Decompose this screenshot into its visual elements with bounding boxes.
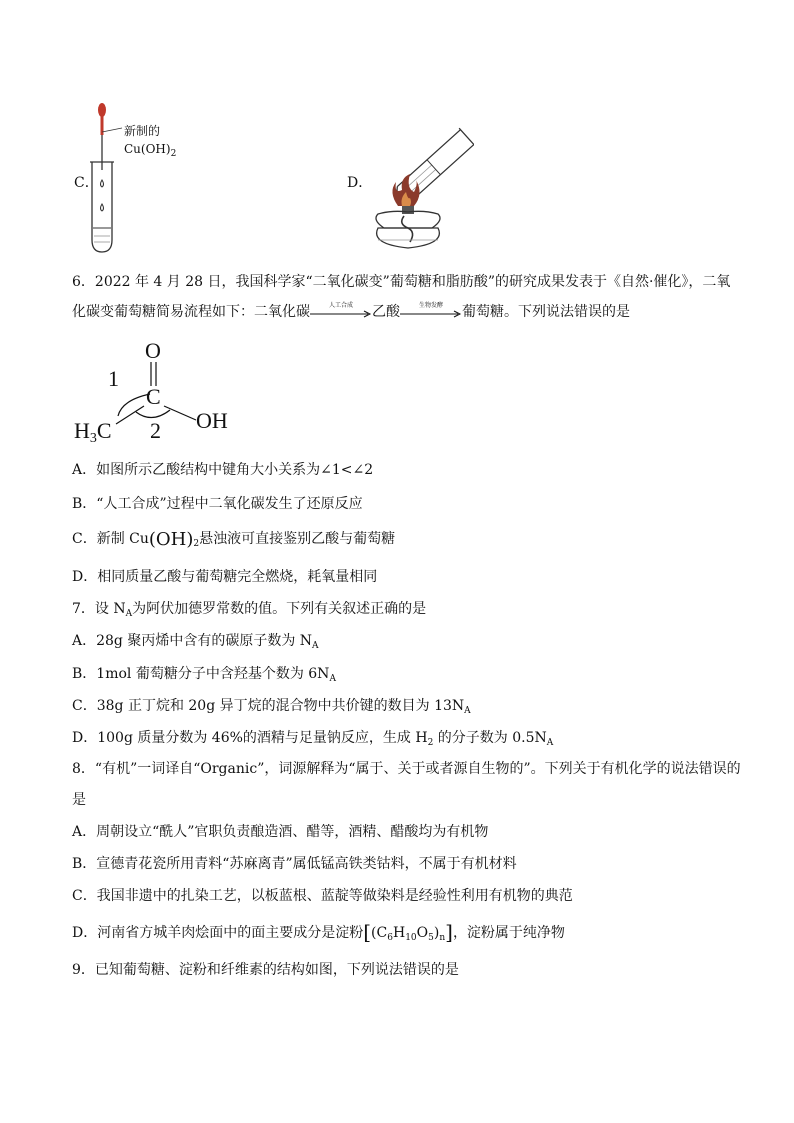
q7-a-sub: A: [312, 641, 319, 651]
angle-1-label: 1: [108, 366, 119, 391]
formula-h-sub: 10: [405, 933, 417, 943]
q8-option-c: C．我国非遗中的扎染工艺，以板蓝根、蓝靛等做染料是经验性利用有机物的典范: [72, 888, 573, 904]
q7-stem-post: 为阿伏加德罗常数的值。下列有关叙述正确的是: [132, 601, 427, 617]
q6-option-c-formula: (OH): [148, 529, 194, 550]
q7-option-d: [72, 728, 553, 753]
heating-test-tube-figure: [364, 104, 474, 254]
reagent-formula: Cu(OH): [124, 142, 171, 156]
q6-line2-post: 葡萄糖。下列说法错误的是: [462, 304, 630, 320]
methyl-c: C: [96, 418, 112, 443]
q7-stem-pre: 7．设 N: [72, 601, 126, 617]
q6-option-c-pre: C．新制 Cu: [72, 531, 149, 547]
q6-stem-line1: 6．2022 年 4 月 28 日，我国科学家“二氧化碳变”葡萄糖和脂肪酸”的研究成果发表于《自然·催化》，二氧: [72, 274, 731, 290]
q6-line2-mid: 乙酸: [372, 304, 400, 320]
q7-option-a: [72, 631, 319, 656]
formula-c-sub: 6: [387, 933, 393, 943]
q6-option-b: B．“人工合成”过程中二氧化碳发生了还原反应: [72, 496, 363, 512]
angle-2-label: 2: [150, 418, 161, 443]
q7-a-text: A．28g 聚丙烯中含有的碳原子数为 N: [72, 633, 313, 649]
q5-option-c-label: C．: [74, 175, 99, 191]
reagent-label-line1: 新制的: [124, 124, 161, 138]
formula-o-sub: 5: [428, 933, 434, 943]
q7-c-text: C．38g 正丁烷和 20g 异丁烷的混合物中共价键的数目为 13N: [72, 698, 465, 714]
q7-stem-sub: A: [125, 609, 133, 619]
formula-n-sub: n: [439, 933, 446, 943]
group-hydroxyl: OH: [196, 408, 228, 433]
q8-option-a: A．周朝设立“酰人”官职负责酿造酒、醋等，酒精、醋酸均为有机物: [72, 824, 489, 840]
q7-b-sub: A: [329, 674, 336, 684]
arrow1-label: 人工合成: [328, 302, 353, 309]
q6-line2-pre: 化碳变葡萄糖简易流程如下：二氧化碳: [72, 304, 310, 320]
bracket-right: ]: [445, 920, 453, 944]
q6-option-c-post: 悬浊液可直接鉴别乙酸与葡萄糖: [199, 531, 396, 547]
q8-stem-line1: 8．“有机”一词译自“Organic”，词源解释为“属于、关于或者源自生物的”。下列关于有机化学的说法错误的: [72, 761, 741, 777]
reagent-label-line2: [124, 140, 176, 163]
q8-d-post: ，淀粉属于纯净物: [452, 925, 565, 941]
q6-option-c: [72, 529, 395, 554]
q7-c-sub: A: [464, 706, 471, 716]
q7-d-text: D．100g 质量分数为 46%的酒精与足量钠反应，生成 H: [72, 730, 428, 746]
reagent-label: [124, 122, 176, 163]
q7-d-mid: 的分子数为 0.5N: [433, 730, 547, 746]
formula-close: ): [433, 925, 440, 941]
q8-stem-line2: 是: [72, 792, 86, 808]
q5-option-d-label: D．: [347, 175, 373, 191]
arrow-right-icon: [310, 310, 372, 320]
q7-option-b: [72, 664, 336, 689]
q7-d-sub: A: [546, 738, 554, 748]
q6-option-d: D．相同质量乙酸与葡萄糖完全燃烧，耗氧量相同: [72, 569, 378, 585]
q8-option-d: [72, 922, 565, 948]
dropper-test-tube-figure: [88, 100, 128, 256]
q6-option-a: A．如图所示乙酸结构中键角大小关系为∠1<∠2: [72, 462, 374, 478]
formula-c: (C: [371, 925, 388, 941]
formula-o: O: [416, 925, 429, 941]
reaction-arrow-2: [400, 302, 462, 322]
bracket-left: [: [363, 920, 372, 944]
formula-h: H: [392, 925, 406, 941]
acetic-acid-structure: [72, 338, 242, 448]
q8-option-b: B．宣德青花瓷所用青料“苏麻离青”属低锰高铁类钴料，不属于有机材料: [72, 856, 517, 872]
q7-d-h2-sub: 2: [427, 738, 434, 748]
arrow-right-icon: [400, 310, 462, 320]
q7-stem: [72, 599, 426, 624]
methyl-sub: 3: [89, 431, 97, 446]
group-methyl: [74, 418, 112, 447]
q8-d-pre: D．河南省方城羊肉烩面中的面主要成分是淀粉: [72, 925, 364, 941]
atom-oxygen: O: [145, 338, 161, 363]
reaction-arrow-1: [310, 302, 372, 322]
q7-option-c: [72, 696, 471, 721]
methyl-h: H: [74, 418, 90, 443]
atom-carbon: C: [146, 384, 161, 409]
q6-stem-line2: [72, 302, 630, 322]
arrow2-label: 生物发酵: [418, 302, 443, 309]
q6-option-c-sub: 2: [193, 539, 200, 549]
reagent-formula-sub: 2: [170, 149, 177, 159]
q7-b-text: B．1mol 葡萄糖分子中含羟基个数为 6N: [72, 666, 330, 682]
q9-stem: 9．已知葡萄糖、淀粉和纤维素的结构如图，下列说法错误的是: [72, 962, 459, 978]
